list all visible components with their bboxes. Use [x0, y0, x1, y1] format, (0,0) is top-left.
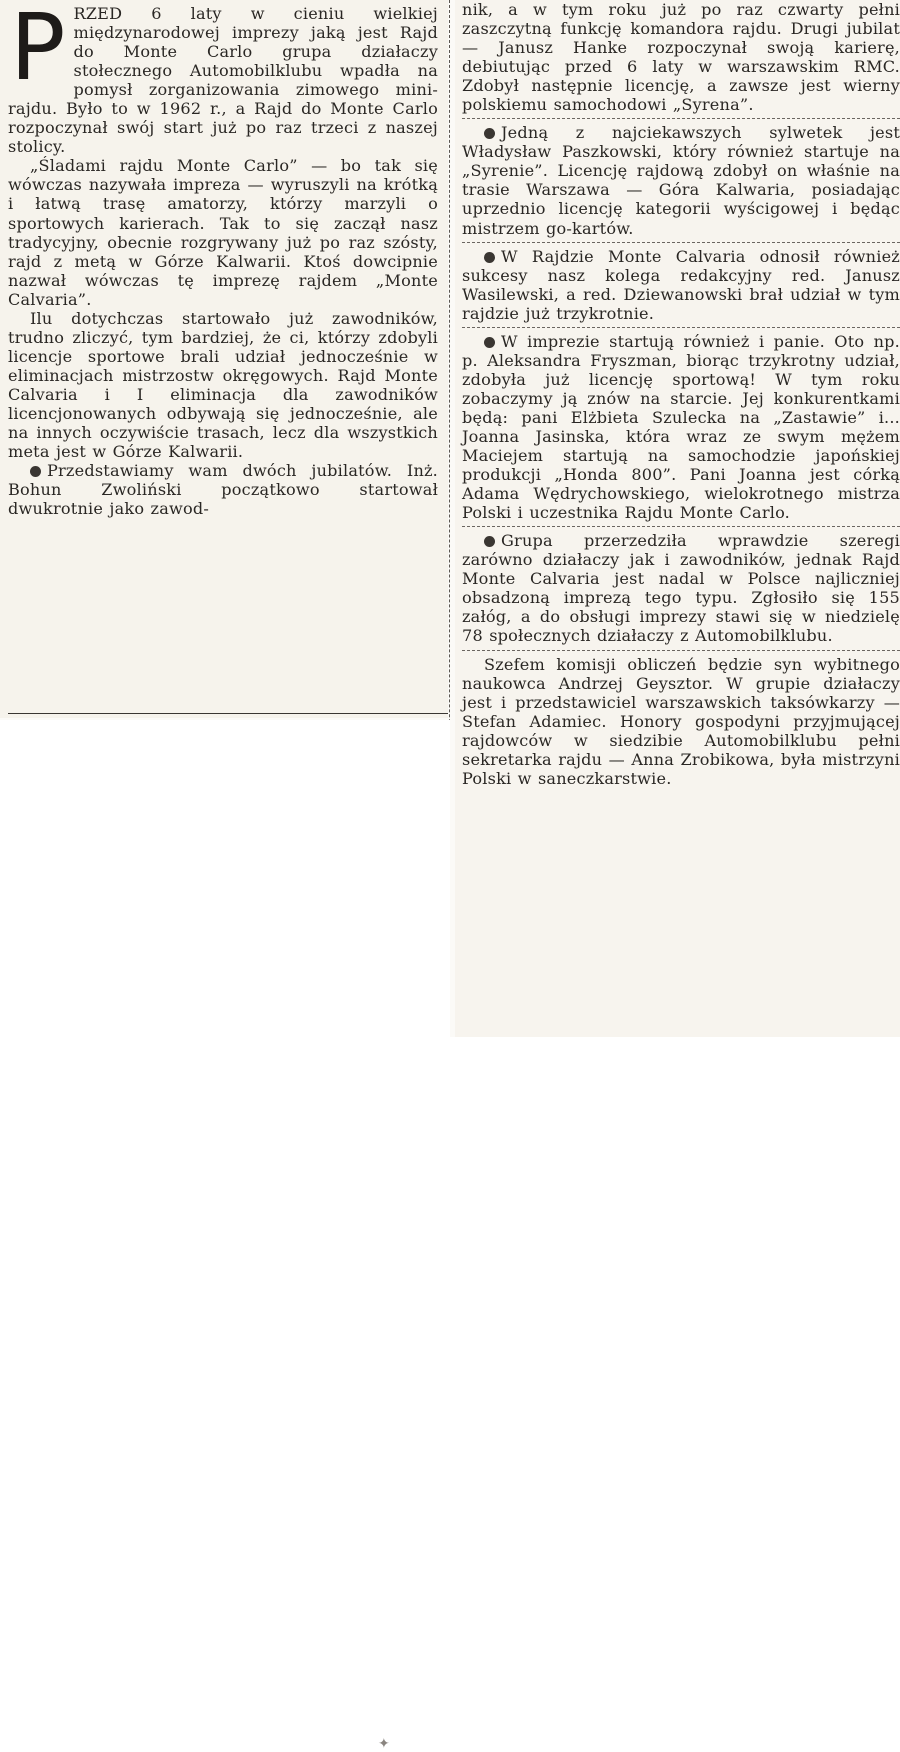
paragraph-rally-origins: „Śladami rajdu Monte Carlo” — bo tak się wówczas nazywała impreza — wyruszyli na krótką i łatwą trasę amatorzy, którzy marzyli o sportowych karierach. Tak to się zaczął nasz tradycyjny, obecnie rozgrywany już po raz szósty, rajd z metą w Górze Kalwarii. Ktoś dowcipnie nazwał wówczas tę imprezę rajdem „Monte Calvaria”.: [8, 156, 438, 309]
paragraph-paszkowski-text: Jedną z najciekawszych sylwetek jest Władysław Paszkowski, który również startuje na „Syrenie”. Licencję rajdową zdobył on właśnie na trasie Warszawa — Góra Kalwaria, posiadając uprzednio licencję kategorii wyścigowej i będąc mistrzem go-kartów.: [462, 123, 900, 238]
paragraph-continuation: nik, a w tym roku już po raz czwarty pełni zaszczytną funkcję komandora rajdu. Drugi jubilat — Janusz Hanke rozpoczynał swoją karierę, debiutując przed 6 laty w warszawskim RMC. Zdobył następnie licencję, a zawsze jest wierny polskiemu samochodowi „Syrena”.: [462, 0, 900, 115]
bullet-icon: [30, 466, 41, 477]
article-left-column: [0, 0, 448, 718]
paragraph-flu-entries: [462, 531, 900, 645]
section-divider: [462, 242, 900, 243]
section-divider: [462, 327, 900, 328]
article-right-column: [455, 0, 900, 1037]
drop-cap: P: [10, 0, 66, 101]
paragraph-paszkowski: [462, 123, 900, 237]
print-speck: ✦: [378, 1736, 390, 1752]
paragraph-organizers: Szefem komisji obliczeń będzie syn wybitnego naukowca Andrzej Geysztor. W grupie działaczy jest i przedstawiciel warszawskich taksówkarzy — Stefan Adamiec. Honory gospodyni przyjmującej rajdowców w siedzibie Automobilklubu pełni sekretarka rajdu — Anna Zrobikowa, była mistrzyni Polski w saneczkarstwie.: [462, 654, 900, 788]
bullet-icon: [484, 337, 495, 348]
section-divider: [462, 118, 900, 119]
paragraph-women-drivers-text: W imprezie startują również i panie. Oto np. p. Aleksandra Fryszman, biorąc trzykrotny udział, zdobyła już licencję sportową! W tym roku zobaczymy ją znów na starcie. Jej konkurentkami będą: pani Elżbieta Szulecka na „Zastawie” i... Joanna Jasinska, która wraz ze swym mężem Maciejem startują na samochodzie japońskiej produkcji „Honda 800”. Pani Joanna jest córką Adama Wędrychowskiego, wielokrotnego mistrza Polski i uczestnika Rajdu Monte Carlo.: [462, 331, 900, 523]
section-divider: [462, 526, 900, 527]
section-divider: [462, 650, 900, 651]
paragraph-participants-count: Ilu dotychczas startowało już zawodników, trudno zliczyć, tym bardziej, że ci, którzy zdobyli licencje sportowe brali udział jednocześnie w eliminacjach mistrzostw okręgowych. Rajd Monte Calvaria i I eliminacja dla zawodników licencjonowanych odbywają się jednocześnie, ale na innych oczywiście trasach, lecz dla wszystkich meta jest w Górze Kalwarii.: [8, 308, 438, 462]
bullet-icon: [484, 128, 495, 139]
paragraph-jubilees-text: Przedstawiamy wam dwóch jubilatów. Inż. Bohun Zwoliński początkowo startował dwukrotnie jako zawod-: [8, 461, 438, 519]
blank-margin-area: [0, 720, 450, 1752]
paragraph-flu-entries-text: Grupa przerzedziła wprawdzie szeregi zarówno działaczy jak i zawodników, jednak Rajd Monte Calvaria jest nadal w Polsce najliczniej obsadzoną imprezą tego typu. Zgłosiło się 155 załóg, a do obsługi imprezy stawi się w niedzielę 78 społecznych działaczy z Automobilklubu.: [462, 531, 900, 646]
paragraph-editors: [462, 247, 900, 323]
bullet-icon: [484, 252, 495, 263]
bullet-icon: [484, 536, 495, 547]
paragraph-women-drivers: [462, 332, 900, 522]
paragraph-jubilees: [8, 461, 438, 518]
paragraph-intro: RZED 6 laty w cieniu wielkiej międzynarodowej imprezy jaką jest Rajd do Monte Carlo grupa działaczy stołecznego Automobilklubu wpadła na pomysł zorganizowania zimowego mini-rajdu. Było to w 1962 r., a Rajd do Monte Carlo rozpoczynał swój start już po raz trzeci z naszej stolicy.: [8, 4, 438, 157]
paragraph-editors-text: W Rajdzie Monte Calvaria odnosił również sukcesy nasz kolega redakcyjny red. Janusz Wasilewski, a red. Dziewanowski brał udział w tym rajdzie już trzykrotnie.: [462, 246, 900, 323]
